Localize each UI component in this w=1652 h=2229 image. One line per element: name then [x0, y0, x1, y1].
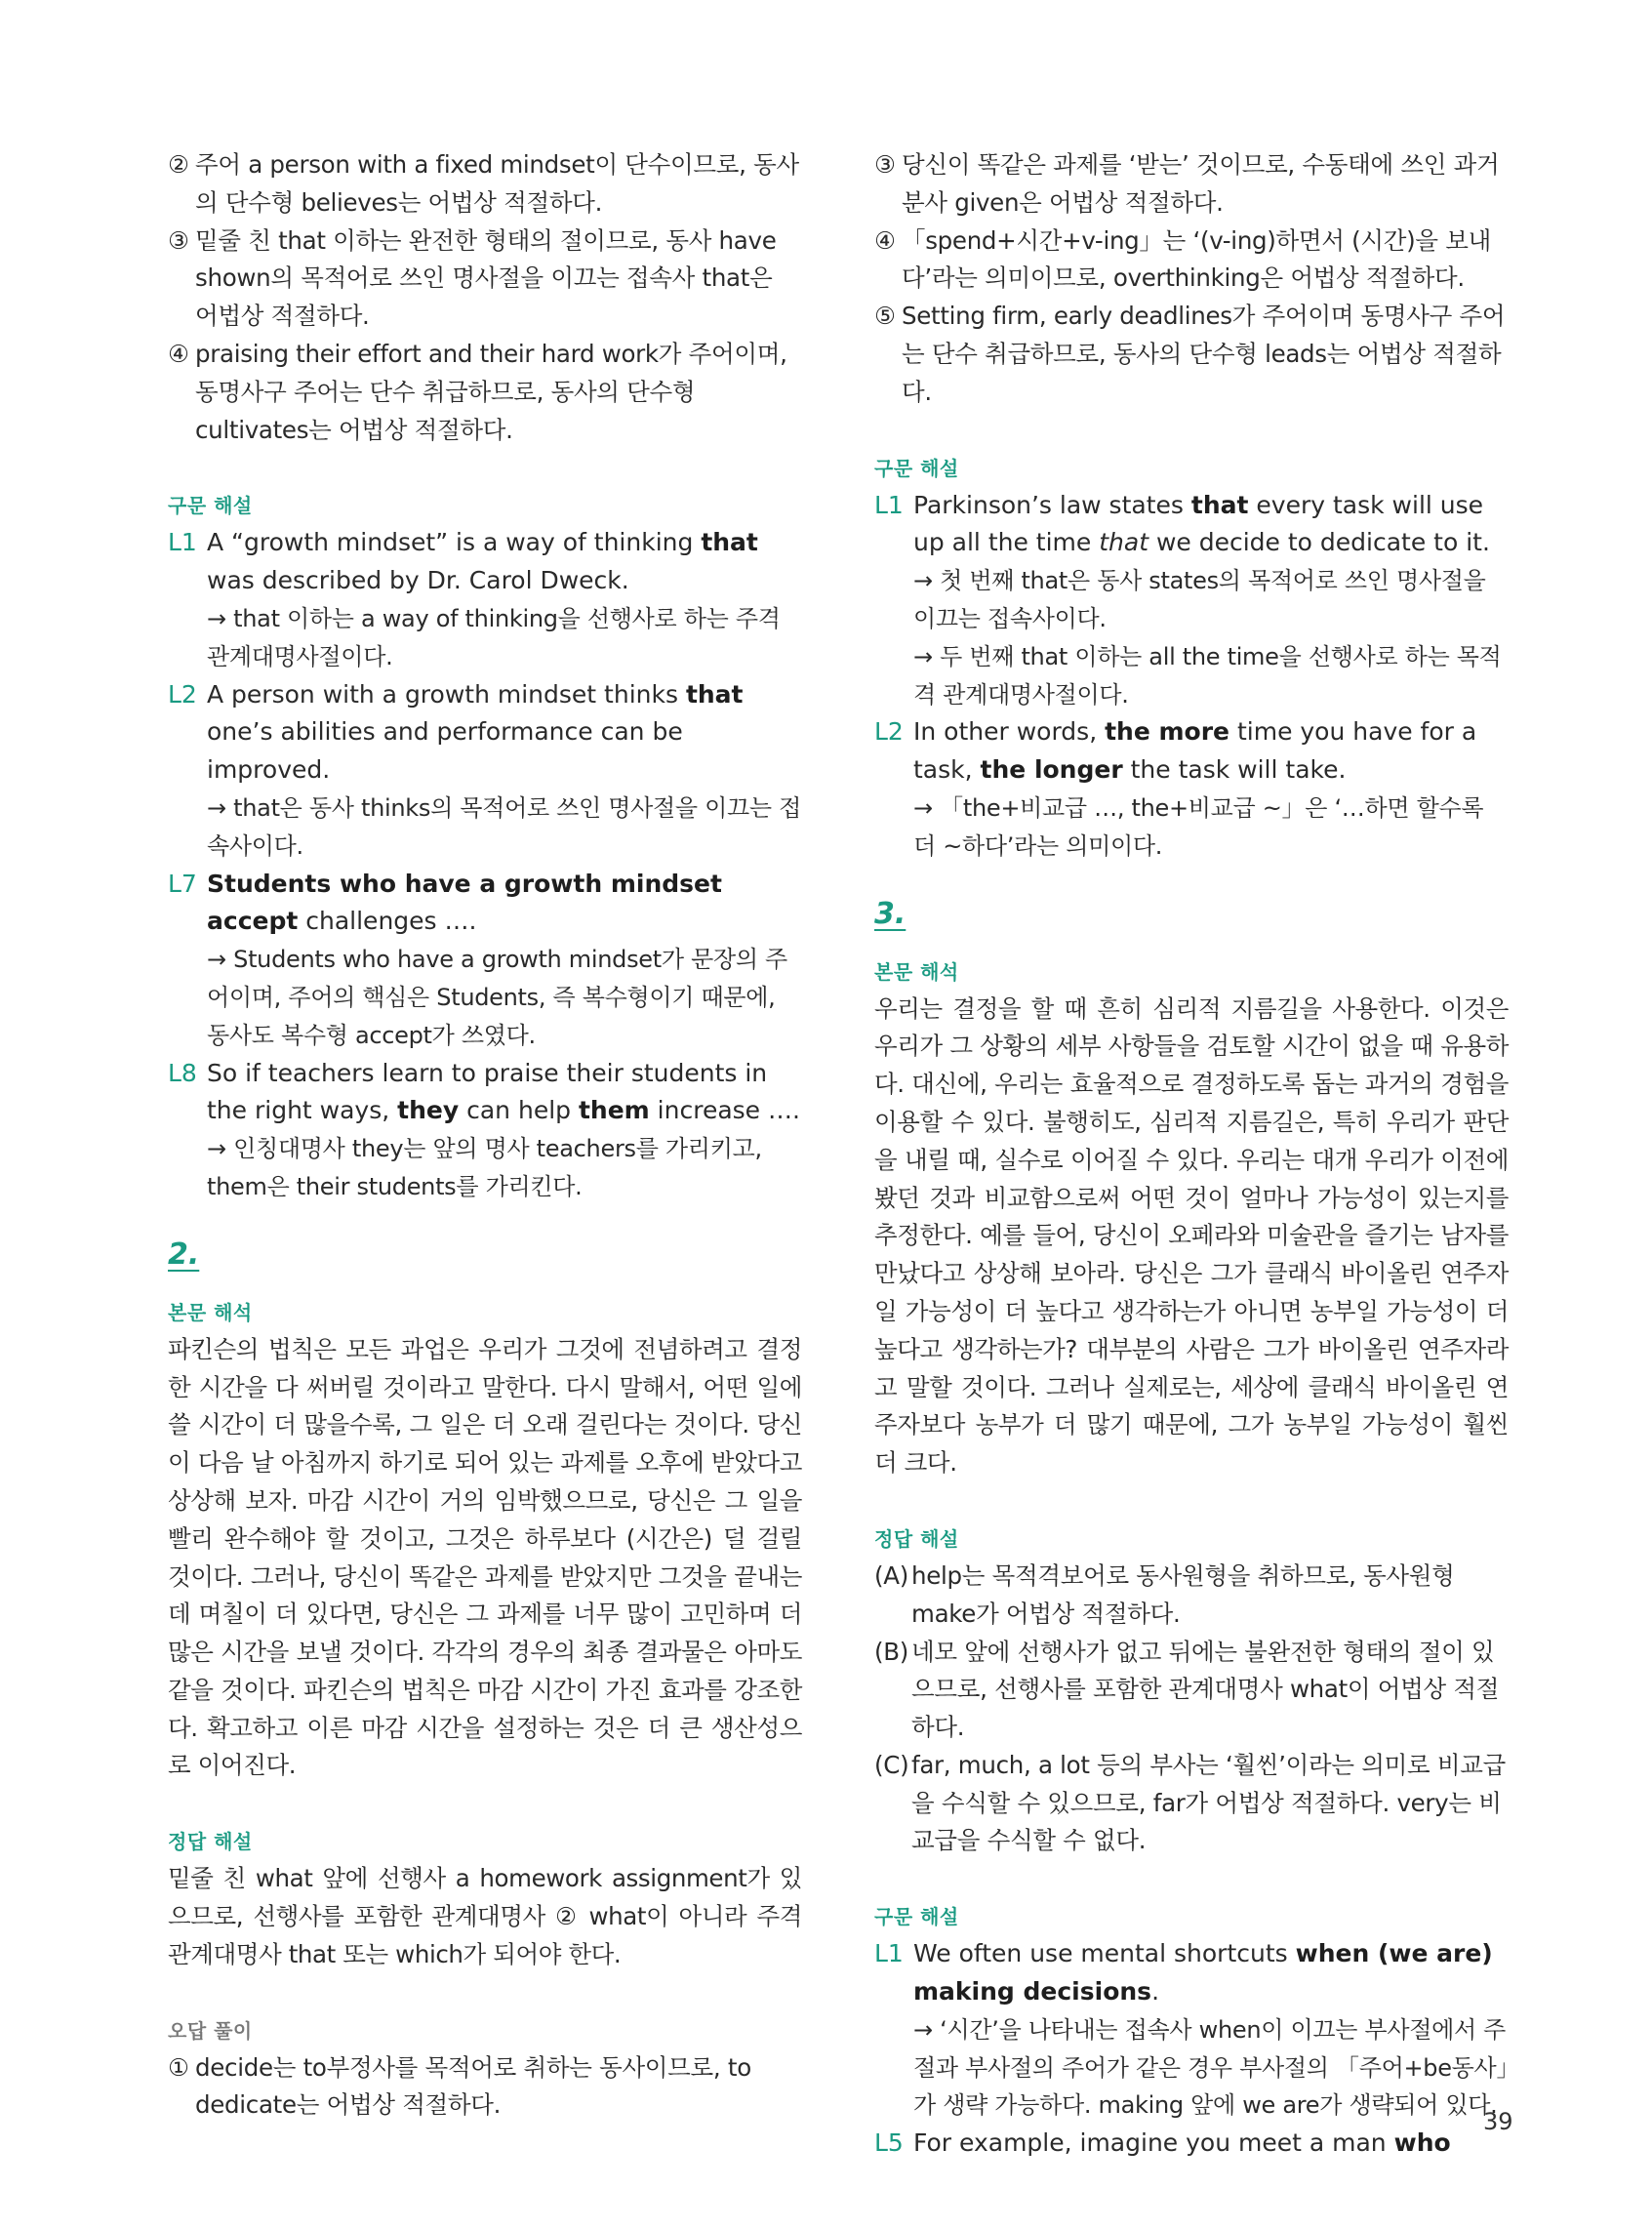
syntax-note: → 첫 번째 that은 동사 states의 목적어로 쓰인 명사절을 이끄는 접속사이다.: [913, 567, 1486, 632]
section-label-syntax: 구문 해설: [874, 1905, 959, 1929]
section-label-wrong: 오답 풀이: [168, 2018, 253, 2043]
list-item: ④ 「spend+시간+v-ing」는 ‘(v-ing)하면서 (시간)을 보내다’라는 의미이므로, overthinking은 어법상 적절하다.: [874, 225, 1491, 293]
syntax-block: [874, 487, 1509, 866]
syntax-note: → that은 동사 thinks의 목적어로 쓰인 명사절을 이끄는 접속사이다.: [207, 793, 801, 860]
list-item: (C) far, much, a lot 등의 부사는 ‘훨씬’이라는 의미로 비교급을 수식할 수 있으므로, far가 어법상 적절하다. very는 비교급을 수식할 수 없다.: [874, 1750, 1506, 1855]
syntax-block: [874, 1935, 1509, 2163]
syntax-line: L2 A person with a growth mindset thinks that one’s abilities and performance can be improved.: [168, 679, 744, 785]
section-number: 3.: [874, 896, 907, 931]
syntax-note: → 「the+비교급 …, the+비교급 ~」은 ‘…하면 할수록 더 ~하다’라는 의미이다.: [913, 793, 1484, 860]
right-column: [874, 146, 1509, 2163]
section-label-answer: 정답 해설: [168, 1830, 253, 1854]
syntax-line: L2 In other words, the more time you have for a task, the longer the task will take.: [874, 717, 1477, 785]
list-item: ③ 당신이 똑같은 과제를 ‘받는’ 것이므로, 수동태에 쓰인 과거분사 given은 어법상 적절하다.: [874, 150, 1500, 217]
translation-paragraph: 우리는 결정을 할 때 흔히 심리적 지름길을 사용한다. 이것은 우리가 그 상황의 세부 사항들을 검토할 시간이 없을 때 유용하다. 대신에, 우리는 효율적으로 결정하도록 돕는 과거의 경험을 이용할 수 있다. 불행히도, 심리적 지름길은, 특히 우리가 판단을 내릴 때, 실수로 이어질 수 있다. 우리는 대개 우리가 이전에 봤던 것과 비교함으로써 어떤 것이 얼마나 가능성이 있는지를 추정한다. 예를 들어, 당신이 오페라와 미술관을 즐기는 남자를 만났다고 상상해 보아라. 당신은 그가 클래식 바이올린 연주자일 가능성이 더 높다고 생각하는가 아니면 농부일 가능성이 더 높다고 생각하는가? 대부분의 사람은 그가 바이올린 연주자라고 말할 것이다. 그러나 실제로는, 세상에 클래식 바이올린 연주자보다 농부가 더 많기 때문에, 그가 농부일 가능성이 훨씬 더 크다.: [874, 993, 1509, 1478]
syntax-line: L8 So if teachers learn to praise their students in the right ways, they can help them increase ….: [168, 1058, 800, 1125]
section-number: 2.: [168, 1236, 200, 1272]
syntax-line: L1 Parkinson’s law states that every task will use up all the time that we decide to dedicate to it.: [874, 490, 1490, 557]
translation-paragraph: 파킨슨의 법칙은 모든 과업은 우리가 그것에 전념하려고 결정한 시간을 다 써버릴 것이라고 말한다. 다시 말해서, 어떤 일에 쓸 시간이 더 많을수록, 그 일은 더 오래 걸린다는 것이다. 당신이 다음 날 아침까지 하기로 되어 있는 과제를 오후에 받았다고 상상해 보자. 마감 시간이 거의 임박했으므로, 당신은 그 일을 빨리 완수해야 할 것이고, 그것은 하루보다 (시간은) 덜 걸릴 것이다. 그러나, 당신이 똑같은 과제를 받았지만 그것을 끝내는 데 며칠이 더 있다면, 당신은 그 과제를 너무 많이 고민하며 더 많은 시간을 보낼 것이다. 각각의 경우의 최종 결과물은 아마도 같을 것이다. 파킨슨의 법칙은 마감 시간이 가진 효과를 강조한다. 확고하고 이른 마감 시간을 설정하는 것은 더 큰 생산성으로 이어진다.: [168, 1334, 802, 1780]
section-label-translation: 본문 해석: [168, 1300, 253, 1324]
list-item: ② 주어 a person with a fixed mindset이 단수이므로, 동사의 단수형 believes는 어법상 적절하다.: [168, 150, 799, 217]
syntax-line: L1 We often use mental shortcuts when (we are) making decisions.: [874, 1939, 1493, 2006]
syntax-block: [168, 524, 802, 1205]
syntax-line: L1 A “growth mindset” is a way of thinking that was described by Dr. Carol Dweck.: [168, 528, 758, 595]
syntax-note: → 인칭대명사 they는 앞의 명사 teachers를 가리키고, them은 their students를 가리킨다.: [207, 1135, 762, 1200]
list-item: (B) 네모 앞에 선행사가 없고 뒤에는 불완전한 형태의 절이 있으므로, 선행사를 포함한 관계대명사 what이 어법상 적절하다.: [874, 1637, 1500, 1742]
list-item: ③ 밑줄 친 that 이하는 완전한 형태의 절이므로, 동사 have shown의 목적어로 쓰인 명사절을 이끄는 접속사 that은 어법상 적절하다.: [168, 225, 777, 331]
syntax-line: L7 Students who have a growth mindset accept challenges ….: [168, 869, 722, 936]
list-item: ① decide는 to부정사를 목적어로 취하는 동사이므로, to dedicate는 어법상 적절하다.: [168, 2052, 751, 2120]
list-item: ④ praising their effort and their hard work가 주어이며, 동명사구 주어는 단수 취급하므로, 동사의 단수형 cultivates는 어법상 적절하다.: [168, 339, 787, 444]
syntax-note: → ‘시간’을 나타내는 접속사 when이 이끄는 부사절에서 주절과 부사절의 주어가 같은 경우 부사절의 「주어+be동사」가 생략 가능하다. making 앞에 we are가 생략되어 있다.: [913, 2015, 1509, 2120]
syntax-note: → that 이하는 a way of thinking을 선행사로 하는 주격 관계대명사절이다.: [207, 604, 781, 670]
syntax-line: L5 For example, imagine you meet a man who: [874, 2128, 1451, 2158]
left-column: [168, 146, 802, 2125]
list-item: ⑤ Setting firm, early deadlines가 주어이며 동명사구 주어는 단수 취급하므로, 동사의 단수형 leads는 어법상 적절하다.: [874, 302, 1506, 406]
syntax-note: → 두 번째 that 이하는 all the time을 선행사로 하는 목적격 관계대명사절이다.: [913, 642, 1502, 709]
syntax-note: → Students who have a growth mindset가 문장의 주어이며, 주어의 핵심은 Students, 즉 복수형이기 때문에, 동사도 복수형 accept가 쓰였다.: [207, 946, 787, 1049]
list-item: (A) help는 목적격보어로 동사원형을 취하므로, 동사원형 make가 어법상 적절하다.: [874, 1560, 1455, 1628]
section-label-syntax: 구문 해설: [874, 456, 959, 480]
section-label-translation: 본문 해석: [874, 959, 959, 984]
page-number: 39: [1483, 2108, 1513, 2135]
section-label-syntax: 구문 해설: [168, 494, 253, 518]
section-label-answer: 정답 해설: [874, 1526, 959, 1551]
answer-paragraph: 밑줄 친 what 앞에 선행사 a homework assignment가 있으므로, 선행사를 포함한 관계대명사 ② what이 아니라 주격 관계대명사 that 또는 which가 되어야 한다.: [168, 1864, 802, 1968]
